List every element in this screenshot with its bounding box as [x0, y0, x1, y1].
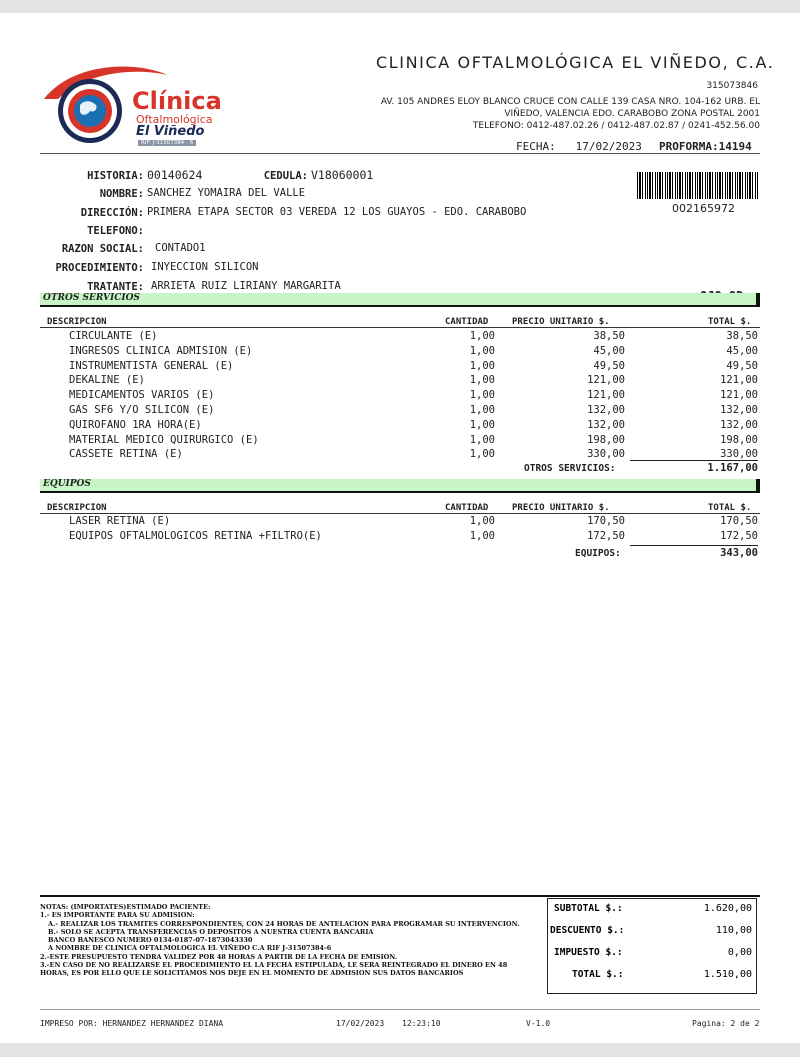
tratante-label: TRATANTE:	[87, 281, 144, 293]
table-row	[0, 330, 800, 345]
otros-servicios-section-bar	[40, 293, 760, 305]
cell-total: 132,00	[720, 404, 758, 416]
cell-qty: 1,00	[469, 344, 495, 357]
equipos-title: EQUIPOS	[43, 479, 91, 489]
logo-text-elvinedo: El Viñedo	[136, 124, 205, 139]
table-row	[0, 360, 800, 375]
address-line-2: VIÑEDO, VALENCIA EDO. CARABOBO ZONA POSTAL 2001	[504, 109, 760, 119]
cell-total: 121,00	[720, 374, 758, 387]
notes-text	[40, 903, 545, 978]
equipos-header-rule	[40, 491, 760, 493]
equipos-subtotal-value: 343,00	[720, 547, 758, 559]
table-row	[0, 515, 800, 530]
cell-qty: 1,00	[469, 389, 495, 402]
cell-pu: 38,50	[593, 330, 625, 342]
cell-desc: GAS SF6 Y/O SILICON (E)	[69, 404, 215, 416]
tratante-value: ARRIETA RUIZ LIRIANY MARGARITA	[151, 280, 341, 292]
direccion-value: PRIMERA ETAPA SECTOR 03 VEREDA 12 LOS GUAYOS - EDO. CARABOBO	[147, 206, 527, 218]
cell-total: 170,50	[720, 515, 758, 527]
cell-desc: INSTRUMENTISTA GENERAL (E)	[69, 359, 234, 372]
cell-total: 38,50	[726, 330, 758, 342]
equipos-subtotal-label: EQUIPOS:	[575, 548, 621, 559]
proforma-number: PROFORMA:14194	[659, 140, 752, 153]
cell-pu: 330,00	[587, 448, 625, 461]
header-divider	[40, 153, 760, 154]
descuento-label: DESCUENTO $.:	[550, 925, 625, 936]
cell-qty: 1,00	[469, 448, 495, 461]
cell-total: 172,50	[720, 529, 758, 542]
cell-pu: 198,00	[587, 433, 625, 446]
descuento-value: 110,00	[715, 925, 752, 936]
otros-col-qty: CANTIDAD	[445, 317, 489, 327]
cell-total: 45,00	[726, 344, 758, 357]
notes-line: B.- SOLO SE ACEPTA TRANSFERENCIAS O DEPOSITOS A NUESTRA CUENTA BANCARIA	[48, 927, 374, 936]
cell-desc: LASER RETINA (E)	[69, 515, 171, 527]
cell-qty: 1,00	[469, 359, 495, 372]
cell-pu: 121,00	[587, 374, 625, 387]
total-value: 1.510,00	[703, 969, 752, 980]
subtotal-label: SUBTOTAL $.:	[554, 903, 623, 914]
table-row	[0, 374, 800, 389]
direccion-label: DIRECCIÓN:	[80, 207, 144, 219]
table-row	[0, 530, 800, 545]
equipos-col-pu: PRECIO UNITARIO $.	[512, 503, 610, 513]
cell-desc: QUIROFANO 1RA HORA(E)	[69, 418, 202, 431]
cell-qty: 1,00	[469, 529, 495, 542]
cell-pu: 170,50	[587, 515, 625, 527]
cell-qty: 1,00	[469, 374, 495, 387]
procedimiento-label: PROCEDIMIENTO:	[55, 262, 144, 274]
historia-value: 00140624	[147, 168, 203, 182]
cell-total: 121,00	[720, 389, 758, 402]
notes-line: BANCO BANESCO NUMERO 0134-0187-07-1873043330	[48, 936, 253, 945]
logo-text-clinica: Clínica	[132, 87, 222, 115]
document-page	[0, 13, 800, 1043]
table-row	[0, 404, 800, 419]
totals-box	[547, 898, 757, 994]
equipos-col-total: TOTAL $.	[708, 503, 752, 513]
notes-line: 2.-ESTE PRESUPUESTO TENDRA VALIDEZ POR 48 HORAS A PARTIR DE LA FECHA DE EMISION.	[40, 952, 398, 961]
impreso-por: IMPRESO POR: HERNANDEZ HERNANDEZ DIANA	[40, 1019, 224, 1028]
clinic-name: CLINICA OFTALMOLÓGICA EL VIÑEDO, C.A.	[376, 53, 775, 72]
otros-servicios-title: OTROS SERVICIOS	[43, 293, 140, 303]
barcode-image	[637, 172, 758, 199]
cell-desc: MEDICAMENTOS VARIOS (E)	[69, 389, 215, 402]
otros-colhead-rule	[40, 327, 760, 328]
table-row	[0, 345, 800, 360]
telefono-label: TELEFONO:	[87, 225, 144, 237]
impuesto-value: 0,00	[727, 947, 752, 958]
notes-line: NOTAS: (IMPORTATES)ESTIMADO PACIENTE:	[40, 903, 211, 911]
table-row	[0, 389, 800, 404]
equipos-col-desc: DESCRIPCION	[47, 503, 107, 513]
clinic-address	[340, 96, 760, 132]
cell-pu: 132,00	[587, 404, 625, 416]
razon-social-label: RAZON SOCIAL:	[61, 243, 144, 255]
notes-line: 1.- ES IMPORTANTE PARA SU ADMISION:	[40, 911, 195, 920]
cell-pu: 132,00	[587, 418, 625, 431]
cell-total: 330,00	[720, 448, 758, 461]
cell-desc: INGRESOS CLINICA ADMISION (E)	[69, 344, 253, 357]
cell-total: 49,50	[726, 359, 758, 372]
historia-label: HISTORIA:	[87, 170, 144, 182]
fecha-label: FECHA:	[516, 140, 556, 153]
nombre-value: SANCHEZ YOMAIRA DEL VALLE	[147, 187, 306, 199]
cell-qty: 1,00	[469, 404, 495, 416]
impuesto-label: IMPUESTO $.:	[554, 947, 623, 958]
otros-header-rule	[40, 305, 760, 307]
cell-total: 132,00	[720, 418, 758, 431]
otros-sum-rule	[630, 460, 758, 461]
cell-qty: 1,00	[469, 515, 495, 527]
table-row	[0, 419, 800, 434]
equipos-colhead-rule	[40, 513, 760, 514]
cell-desc: CIRCULANTE (E)	[69, 330, 158, 342]
fecha-value: 17/02/2023	[575, 140, 642, 153]
cell-qty: 1,00	[469, 330, 495, 342]
cedula-value: V18060001	[311, 168, 374, 182]
pagina: Pagina: 2 de 2	[692, 1019, 760, 1028]
procedimiento-value: INYECCION SILICON	[151, 261, 259, 273]
clinic-rif-number: 315073846	[706, 81, 758, 91]
otros-col-pu: PRECIO UNITARIO $.	[512, 317, 610, 327]
footer-divider	[40, 1009, 760, 1010]
cell-pu: 172,50	[587, 529, 625, 542]
cell-pu: 45,00	[593, 344, 625, 357]
notes-line: A.- REALIZAR LOS TRAMITES CORRESPONDIENTES, CON 24 HORAS DE ANTELACION PARA PROGRAMAR SU INTERVENCION.	[48, 919, 520, 928]
subtotal-value: 1.620,00	[703, 903, 752, 914]
logo-text-oftalmologica: Oftalmológica	[136, 113, 213, 126]
notes-line: 3.-EN CASO DE NO REALIZARSE EL PROCEDIMIENTO EL LA FECHA ESTIPULADA, LE SERA REINTEGRADO EL DINERO EN 48	[40, 961, 508, 970]
equipos-section-bar	[40, 479, 760, 491]
otros-col-desc: DESCRIPCION	[47, 317, 107, 327]
otros-subtotal-label: OTROS SERVICIOS:	[524, 463, 616, 474]
nombre-label: NOMBRE:	[99, 188, 144, 200]
equipos-col-qty: CANTIDAD	[445, 503, 489, 513]
clinic-phones: TELEFONO: 0412-487.02.26 / 0412-487.02.87 / 0241-452.56.00	[472, 121, 760, 131]
cell-total: 198,00	[720, 433, 758, 446]
barcode-number: 002165972	[672, 202, 735, 215]
logo-rif: RIF: J-31507384 - 6	[138, 140, 196, 146]
cell-pu: 49,50	[593, 359, 625, 372]
cell-qty: 1,00	[469, 418, 495, 431]
notes-line: A NOMBRE DE CLINICA OFTALMOLOGICA EL VIÑEDO C.A RIF J-31507384-6	[48, 944, 332, 953]
otros-col-total: TOTAL $.	[708, 317, 752, 327]
cell-qty: 1,00	[469, 433, 495, 446]
print-date: 17/02/2023	[336, 1019, 385, 1028]
print-time: 12:23:10	[402, 1019, 441, 1028]
version: V-1.0	[526, 1019, 551, 1028]
cell-desc: DEKALINE (E)	[69, 374, 145, 387]
total-label: TOTAL $.:	[572, 969, 624, 980]
address-line-1: AV. 105 ANDRES ELOY BLANCO CRUCE CON CALLE 139 CASA NRO. 104-162 URB. EL	[380, 97, 760, 107]
notes-line: HORAS, ES POR ELLO QUE LE SOLICITAMOS NOS DEJE EN EL MOMENTO DE ADMISION SUS DATOS BANCARIOS	[40, 969, 464, 978]
otros-subtotal-value: 1.167,00	[707, 462, 758, 474]
cell-desc: MATERIAL MEDICO QUIRURGICO (E)	[69, 433, 259, 446]
cell-desc: CASSETE RETINA (E)	[69, 448, 183, 461]
cedula-label: CEDULA:	[263, 170, 308, 182]
clinic-logo	[40, 59, 230, 154]
table-row	[0, 434, 800, 449]
equipos-sum-rule	[630, 545, 758, 546]
cell-desc: EQUIPOS OFTALMOLOGICOS RETINA +FILTRO(E)	[69, 529, 322, 542]
cell-pu: 121,00	[587, 389, 625, 402]
razon-social-value: CONTADO1	[155, 242, 206, 254]
fecha	[516, 140, 642, 153]
